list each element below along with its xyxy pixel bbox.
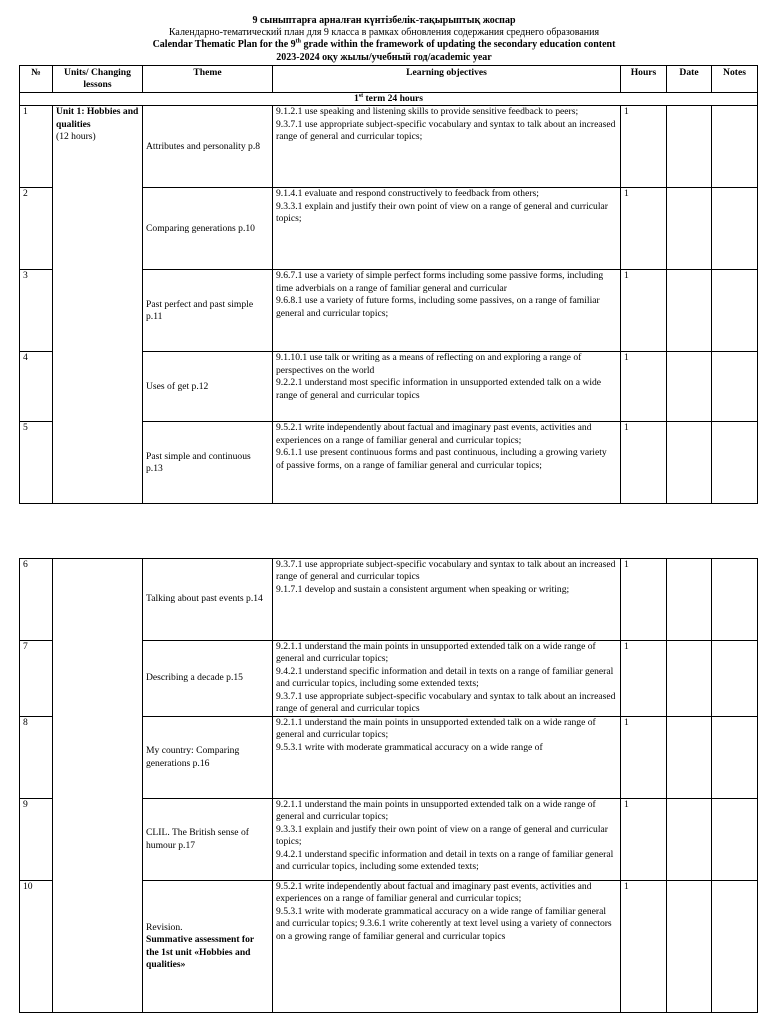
objective: 9.4.2.1 understand specific information and detail in texts on a range of familiar general and curricular topics, including some extended texts;	[276, 665, 614, 690]
objective: 9.1.7.1 develop and sustain a consistent argument when speaking or writing;	[276, 583, 570, 595]
objective: 9.3.3.1 explain and justify their own point of view on a range of general and curricular topics;	[276, 200, 608, 225]
academic-year: 2023-2024 оқу жылы/учебный год/academic year	[276, 52, 492, 63]
notes-cell	[712, 188, 758, 270]
row-number: 5	[20, 422, 53, 504]
column-header-date: Date	[667, 66, 712, 93]
column-header-units: Units/ Changing lessons	[53, 66, 143, 93]
unit-cell	[53, 559, 143, 1013]
theme-cell: Past perfect and past simple p.11	[143, 270, 273, 352]
hours-cell: 1	[621, 422, 667, 504]
hours-cell: 1	[621, 106, 667, 188]
date-cell	[667, 881, 712, 1013]
objective: 9.3.3.1 explain and justify their own point of view on a range of general and curricular topics;	[276, 823, 608, 848]
hours-cell: 1	[621, 270, 667, 352]
notes-cell	[712, 106, 758, 188]
notes-cell	[712, 270, 758, 352]
theme-summative: Summative assessment for the 1st unit «Hobbies and qualities»	[146, 934, 255, 970]
hours-cell: 1	[621, 717, 667, 799]
objective: 9.1.2.1 use speaking and listening skills to provide sensitive feedback to peers;	[276, 106, 579, 118]
objective: 9.3.7.1 use appropriate subject-specific vocabulary and syntax to talk about an increased range of general and curricular topics	[276, 690, 616, 715]
objective: 9.3.7.1 use appropriate subject-specific vocabulary and syntax to talk about an increased range of general and curricular topics	[276, 559, 616, 583]
objective: 9.4.2.1 understand specific information and detail in texts on a range of familiar general and curricular topics, including some extended texts;	[276, 848, 614, 873]
date-cell	[667, 106, 712, 188]
objectives-cell	[273, 352, 621, 422]
objective: 9.2.1.1 understand the main points in unsupported extended talk on a wide range of general and curricular topics;	[276, 641, 596, 665]
unit-cell	[53, 106, 143, 504]
notes-cell	[712, 641, 758, 717]
notes-cell	[712, 881, 758, 1013]
row-number: 2	[20, 188, 53, 270]
objective: 9.5.2.1 write independently about factual and imaginary past events, activities and experiences on a range of familiar general and curricular topics;	[276, 881, 592, 905]
plan-title-english: Calendar Thematic Plan for the 9th grade within the framework of updating the secondary education content	[152, 38, 616, 50]
theme-cell: My country: Comparing generations p.16	[143, 717, 273, 799]
objective: 9.5.3.1 write with moderate grammatical accuracy on a wide range of familiar general and curricular topics; 9.3.6.1 write coherently at text level using a variety of connectors on a growing range of familiar general and curricular topics	[276, 905, 612, 942]
row-number: 9	[20, 799, 53, 881]
hours-cell: 1	[621, 559, 667, 641]
objective: 9.5.2.1 write independently about factual and imaginary past events, activities and experiences on a range of familiar general and curricular topics;	[276, 422, 592, 446]
table-row	[20, 106, 758, 188]
row-number: 7	[20, 641, 53, 717]
notes-cell	[712, 717, 758, 799]
objectives-cell	[273, 106, 621, 188]
table-header-row	[20, 66, 758, 93]
row-number: 1	[20, 106, 53, 188]
theme-cell: CLIL. The British sense of humour p.17	[143, 799, 273, 881]
date-cell	[667, 352, 712, 422]
objective: 9.6.1.1 use present continuous forms and past continuous, including a growing variety of passive forms, on a range of familiar general and curricular topics;	[276, 447, 607, 471]
date-cell	[667, 641, 712, 717]
theme-cell: Talking about past events p.14	[143, 559, 273, 641]
date-cell	[667, 270, 712, 352]
notes-cell	[712, 422, 758, 504]
theme-cell	[143, 881, 273, 1013]
row-number: 10	[20, 881, 53, 1013]
unit-hours: (12 hours)	[56, 131, 96, 143]
theme-cell: Past simple and continuous p.13	[143, 422, 273, 504]
theme-cell: Uses of get p.12	[143, 352, 273, 422]
objectives-cell	[273, 422, 621, 504]
column-header-number: №	[20, 66, 53, 93]
notes-cell	[712, 799, 758, 881]
term-row	[20, 93, 758, 106]
objective: 9.2.2.1 understand most specific information in unsupported extended talk on a wide range of general and curricular topics	[276, 377, 602, 401]
row-number: 4	[20, 352, 53, 422]
objective: 9.5.3.1 write with moderate grammatical accuracy on a wide range of	[276, 741, 543, 753]
hours-cell: 1	[621, 641, 667, 717]
theme-revision: Revision.	[146, 921, 183, 933]
hours-cell: 1	[621, 799, 667, 881]
plan-title-russian: Календарно-тематический план для 9 класса в рамках обновления содержания среднего образования	[168, 27, 600, 38]
objective: 9.2.1.1 understand the main points in unsupported extended talk on a wide range of general and curricular topics;	[276, 717, 596, 741]
plan-table-part-2	[19, 558, 758, 1013]
row-number: 6	[20, 559, 53, 641]
date-cell	[667, 188, 712, 270]
unit-title: Unit 1: Hobbies and qualities	[56, 106, 139, 130]
plan-table-part-1	[19, 65, 758, 504]
notes-cell	[712, 352, 758, 422]
objective: 9.1.4.1 evaluate and respond constructively to feedback from others;	[276, 188, 539, 200]
objective: 9.1.10.1 use talk or writing as a means of reflecting on and exploring a range of perspectives on the world	[276, 352, 582, 376]
objective: 9.6.7.1 use a variety of simple perfect forms including some passive forms, including time adverbials on a range of familiar general and curricular	[276, 270, 604, 294]
row-number: 8	[20, 717, 53, 799]
column-header-hours: Hours	[621, 66, 667, 93]
column-header-notes: Notes	[712, 66, 758, 93]
table-row	[20, 559, 758, 641]
objectives-cell	[273, 270, 621, 352]
row-number: 3	[20, 270, 53, 352]
hours-cell: 1	[621, 188, 667, 270]
theme-cell: Describing a decade p.15	[143, 641, 273, 717]
objectives-cell	[273, 881, 621, 1013]
column-header-theme: Theme	[143, 66, 273, 93]
theme-cell: Comparing generations p.10	[143, 188, 273, 270]
theme-cell: Attributes and personality p.8	[143, 106, 273, 188]
objectives-cell	[273, 188, 621, 270]
objective: 9.6.8.1 use a variety of future forms, including some passives, on a range of familiar general and curricular topics;	[276, 295, 600, 319]
date-cell	[667, 799, 712, 881]
objective: 9.3.7.1 use appropriate subject-specific vocabulary and syntax to talk about an increased range of general and curricular topics;	[276, 118, 616, 143]
objectives-cell	[273, 641, 621, 717]
objective: 9.2.1.1 understand the main points in unsupported extended talk on a wide range of general and curricular topics;	[276, 799, 596, 823]
term-label: 1st term 24 hours	[20, 93, 758, 106]
hours-cell: 1	[621, 881, 667, 1013]
objectives-cell	[273, 799, 621, 881]
hours-cell: 1	[621, 352, 667, 422]
date-cell	[667, 559, 712, 641]
date-cell	[667, 422, 712, 504]
notes-cell	[712, 559, 758, 641]
column-header-objectives: Learning objectives	[273, 66, 621, 93]
objectives-cell	[273, 559, 621, 641]
plan-title-kazakh: 9 сыныптарға арналған күнтізбелік-тақырыптық жоспар	[252, 15, 516, 26]
objectives-cell	[273, 717, 621, 799]
date-cell	[667, 717, 712, 799]
